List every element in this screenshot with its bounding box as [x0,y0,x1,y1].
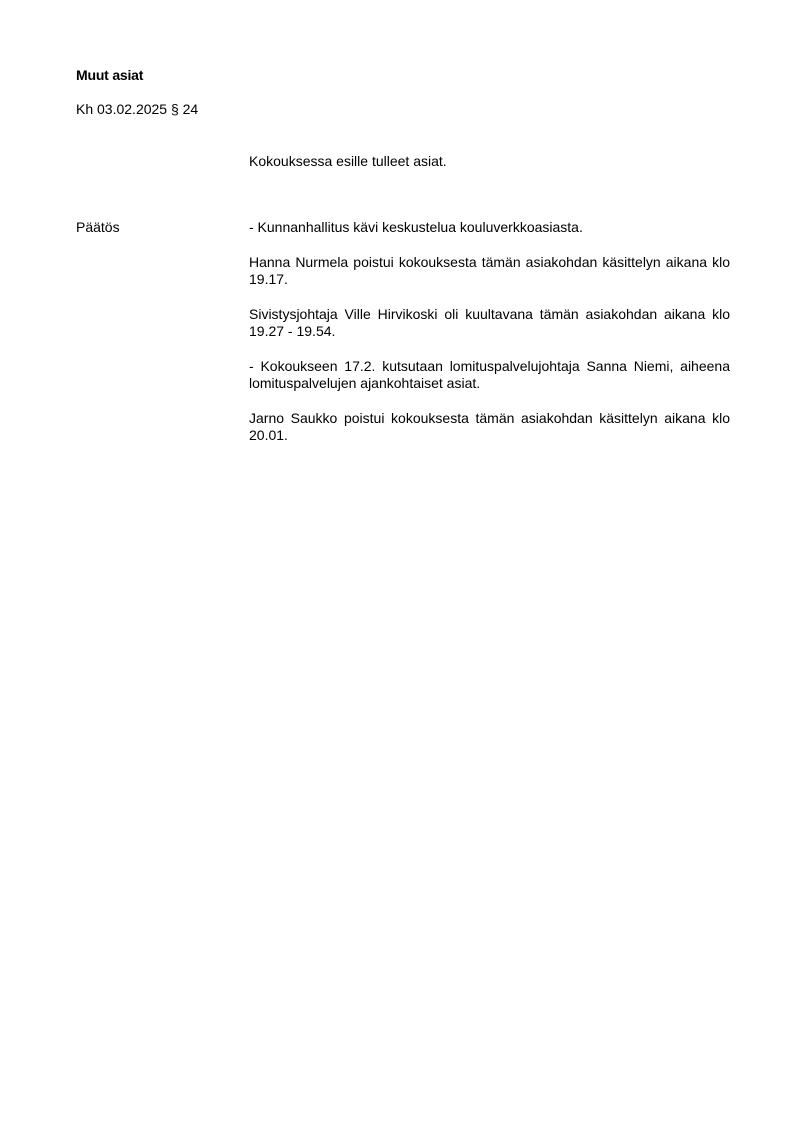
meeting-reference: Kh 03.02.2025 § 24 [76,101,199,117]
decision-paragraph: Jarno Saukko poistui kokouksesta tämän asiakohdan käsittelyn aikana klo 20.01. [249,410,730,443]
decision-body [249,219,730,462]
decision-paragraph: - Kunnanhallitus kävi keskustelua kouluverkkoasiasta. [249,219,583,235]
decision-paragraph: Hanna Nurmela poistui kokouksesta tämän asiakohdan käsittelyn aikana klo 19.17. [249,254,730,287]
decision-label: Päätös [76,219,120,235]
preparation-text: Kokouksessa esille tulleet asiat. [249,153,447,169]
decision-paragraph: Sivistysjohtaja Ville Hirvikoski oli kuultavana tämän asiakohdan aikana klo 19.27 - 19.54. [249,306,730,339]
decision-paragraph: - Kokoukseen 17.2. kutsutaan lomituspalvelujohtaja Sanna Niemi, aiheena lomituspalvelujen ajankohtaiset asiat. [249,358,730,391]
section-title: Muut asiat [76,67,144,83]
